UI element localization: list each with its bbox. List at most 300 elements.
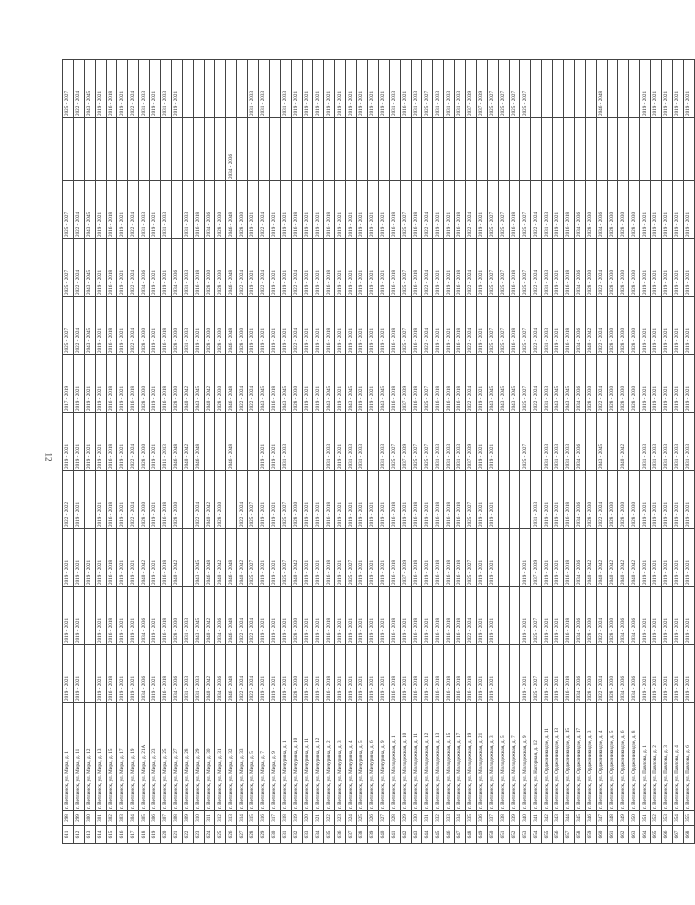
period-cell: [302, 413, 313, 471]
period-cell: 2022 - 2024: [128, 181, 139, 239]
table-row: [683, 60, 694, 844]
period-cell: 2019 - 2021: [302, 60, 313, 118]
period-cell: 2019 - 2021: [476, 181, 487, 239]
period-cell: 2019 - 2021: [640, 587, 651, 645]
period-cell: [291, 413, 302, 471]
house-number-cell: 298: [63, 811, 74, 826]
period-cell: 2025 - 2027: [498, 239, 509, 297]
period-cell: [444, 118, 455, 181]
period-cell: 2019 - 2021: [378, 181, 389, 239]
period-cell: 2031 - 2033: [531, 471, 542, 529]
period-cell: 2016 - 2018: [509, 239, 520, 297]
row-number-cell: 633: [302, 826, 313, 844]
period-cell: 2019 - 2021: [335, 181, 346, 239]
table-row: [487, 60, 498, 844]
period-cell: 2019 - 2021: [269, 529, 280, 587]
period-cell: 2019 - 2021: [683, 60, 694, 118]
period-cell: 2031 - 2033: [455, 413, 466, 471]
house-number-cell: 344: [563, 811, 574, 826]
period-cell: 2022 - 2024: [248, 355, 259, 413]
house-number-cell: 325: [357, 811, 368, 826]
period-cell: 2016 - 2018: [389, 645, 400, 703]
period-cell: 2022 - 2024: [596, 471, 607, 529]
period-cell: 2019 - 2021: [313, 60, 324, 118]
period-cell: 2019 - 2021: [640, 181, 651, 239]
period-cell: 2031 - 2033: [651, 413, 662, 471]
period-cell: [335, 118, 346, 181]
period-cell: 2016 - 2018: [324, 239, 335, 297]
house-number-cell: 304: [128, 811, 139, 826]
address-cell: г. Ветлинск, ул. Мичурина, д. 10: [291, 703, 302, 811]
row-number-cell: 661: [607, 826, 618, 844]
row-number-cell: 647: [455, 826, 466, 844]
row-number-cell: 654: [531, 826, 542, 844]
period-cell: 2019 - 2021: [95, 471, 106, 529]
period-cell: 2019 - 2021: [651, 239, 662, 297]
period-cell: 2016 - 2018: [433, 645, 444, 703]
period-cell: [193, 118, 204, 181]
period-cell: [498, 645, 509, 703]
period-cell: 2025 - 2027: [400, 297, 411, 355]
period-cell: 2043 - 2045: [487, 355, 498, 413]
period-cell: 2028 - 2030: [237, 181, 248, 239]
period-cell: 2022 - 2024: [128, 413, 139, 471]
table-row: [651, 60, 662, 844]
period-cell: 2019 - 2021: [335, 60, 346, 118]
period-cell: 2016 - 2018: [563, 587, 574, 645]
period-cell: 2028 - 2030: [139, 355, 150, 413]
period-cell: 2034 - 2036: [226, 118, 237, 181]
period-cell: 2031 - 2033: [139, 60, 150, 118]
house-number-cell: 302: [106, 811, 117, 826]
row-number-cell: 639: [367, 826, 378, 844]
period-cell: 2019 - 2021: [520, 587, 531, 645]
period-cell: 2046 - 2048: [596, 60, 607, 118]
period-cell: [607, 60, 618, 118]
house-number-cell: 340: [520, 811, 531, 826]
period-cell: [73, 118, 84, 181]
period-cell: 2034 - 2036: [574, 471, 585, 529]
period-cell: 2022 - 2024: [596, 645, 607, 703]
period-cell: 2019 - 2021: [542, 529, 553, 587]
period-cell: 2031 - 2033: [553, 413, 564, 471]
period-cell: 2025 - 2027: [487, 60, 498, 118]
period-cell: 2019 - 2021: [269, 471, 280, 529]
period-cell: 2019 - 2021: [367, 587, 378, 645]
period-cell: 2016 - 2018: [324, 529, 335, 587]
period-cell: 2019 - 2021: [378, 239, 389, 297]
table-row: [128, 60, 139, 844]
period-cell: 2019 - 2021: [313, 297, 324, 355]
house-number-cell: 305: [139, 811, 150, 826]
period-cell: 2019 - 2021: [335, 355, 346, 413]
period-cell: 2043 - 2045: [509, 355, 520, 413]
period-cell: 2046 - 2048: [226, 413, 237, 471]
period-cell: [182, 529, 193, 587]
address-cell: г. Ветлинск, ул. Молодежная, д. 19: [465, 703, 476, 811]
period-cell: 2034 - 2036: [618, 645, 629, 703]
period-cell: 2016 - 2018: [465, 645, 476, 703]
period-cell: 2019 - 2021: [651, 471, 662, 529]
period-cell: 2019 - 2021: [313, 529, 324, 587]
table-row: [618, 60, 629, 844]
period-cell: 2037 - 2039: [400, 355, 411, 413]
period-cell: 2019 - 2021: [117, 529, 128, 587]
period-cell: [596, 118, 607, 181]
address-cell: г. Ветлинск, ул. Мичурина, д. 1: [280, 703, 291, 811]
period-cell: 2031 - 2033: [248, 60, 259, 118]
period-cell: [389, 118, 400, 181]
address-cell: г. Ветлинск, ул. Мичурина, д. 4: [346, 703, 357, 811]
address-cell: г. Ветлинск, ул. Мичурина, д. 11: [302, 703, 313, 811]
page-number: 12: [43, 452, 54, 462]
period-cell: [542, 118, 553, 181]
period-cell: 2028 - 2030: [215, 239, 226, 297]
period-cell: 2019 - 2021: [433, 239, 444, 297]
period-cell: 2028 - 2030: [215, 355, 226, 413]
address-cell: г. Ветлинск, ул. Молодежная, д. 10: [400, 703, 411, 811]
period-cell: 2040 - 2042: [139, 529, 150, 587]
table-row: [585, 60, 596, 844]
table-row: [542, 60, 553, 844]
period-cell: [84, 471, 95, 529]
period-cell: 2031 - 2033: [563, 413, 574, 471]
row-number-cell: 626: [226, 826, 237, 844]
period-cell: 2019 - 2021: [661, 297, 672, 355]
table-row: [389, 60, 400, 844]
address-cell: г. Ветлинск, ул. Молодежная, д. 9: [520, 703, 531, 811]
house-number-cell: 321: [313, 811, 324, 826]
row-number-cell: 658: [574, 826, 585, 844]
row-number-cell: 651: [498, 826, 509, 844]
period-cell: 2028 - 2030: [215, 471, 226, 529]
row-number-cell: 665: [651, 826, 662, 844]
address-cell: г. Ветлинск, ул. Молодежная, д. 11: [411, 703, 422, 811]
period-cell: [607, 413, 618, 471]
period-cell: 2025 - 2027: [400, 181, 411, 239]
house-number-cell: 354: [672, 811, 683, 826]
period-cell: 2022 - 2024: [237, 239, 248, 297]
period-cell: 2022 - 2024: [259, 181, 270, 239]
period-cell: 2019 - 2021: [117, 471, 128, 529]
period-cell: [509, 413, 520, 471]
period-cell: 2016 - 2018: [389, 471, 400, 529]
period-cell: 2019 - 2021: [476, 587, 487, 645]
period-cell: 2019 - 2021: [661, 60, 672, 118]
period-cell: 2019 - 2021: [150, 239, 161, 297]
period-cell: 2019 - 2021: [269, 297, 280, 355]
address-cell: г. Ветлинск, ул. Мира, д. 33: [237, 703, 248, 811]
period-cell: 2016 - 2018: [106, 413, 117, 471]
row-number-cell: 632: [291, 826, 302, 844]
table-row: [237, 60, 248, 844]
period-cell: 2016 - 2018: [444, 529, 455, 587]
row-number-cell: 619: [150, 826, 161, 844]
row-number-cell: 646: [444, 826, 455, 844]
period-cell: [553, 60, 564, 118]
row-number-cell: 660: [596, 826, 607, 844]
period-cell: 2019 - 2021: [280, 297, 291, 355]
table-row: [531, 60, 542, 844]
period-cell: 2028 - 2030: [585, 239, 596, 297]
address-cell: г. Ветлинск, ул. Орджоникидзе, д. 6: [618, 703, 629, 811]
period-cell: [106, 118, 117, 181]
period-cell: 2019 - 2021: [128, 645, 139, 703]
house-number-cell: 336: [476, 811, 487, 826]
period-cell: 2031 - 2033: [672, 413, 683, 471]
period-cell: 2025 - 2027: [531, 645, 542, 703]
table-row: [367, 60, 378, 844]
period-cell: 2019 - 2021: [95, 529, 106, 587]
period-cell: [455, 118, 466, 181]
period-cell: 2016 - 2018: [444, 355, 455, 413]
period-cell: 2019 - 2021: [302, 239, 313, 297]
period-cell: 2025 - 2027: [422, 60, 433, 118]
period-cell: 2019 - 2021: [313, 181, 324, 239]
period-cell: [182, 471, 193, 529]
period-cell: 2019 - 2021: [346, 181, 357, 239]
address-cell: г. Ветлинск, ул. Павлова, д. 2: [651, 703, 662, 811]
period-cell: 2019 - 2021: [259, 471, 270, 529]
period-cell: [531, 60, 542, 118]
period-cell: 2043 - 2045: [280, 355, 291, 413]
period-cell: 2040 - 2042: [629, 529, 640, 587]
period-cell: 2034 - 2036: [596, 181, 607, 239]
period-cell: [291, 118, 302, 181]
period-cell: 2043 - 2045: [84, 297, 95, 355]
period-cell: 2019 - 2021: [357, 471, 368, 529]
period-cell: 2022 - 2024: [531, 181, 542, 239]
period-cell: 2019 - 2021: [335, 645, 346, 703]
table-row: [204, 60, 215, 844]
row-number-cell: 618: [139, 826, 150, 844]
period-cell: 2019 - 2021: [280, 587, 291, 645]
table-row: [193, 60, 204, 844]
period-cell: 2022 - 2022: [63, 471, 74, 529]
period-cell: 2016 - 2018: [444, 645, 455, 703]
period-cell: 2019 - 2021: [73, 645, 84, 703]
period-cell: 2025 - 2027: [498, 297, 509, 355]
period-cell: 2019 - 2021: [422, 645, 433, 703]
period-cell: 2016 - 2018: [106, 297, 117, 355]
period-cell: 2022 - 2024: [237, 355, 248, 413]
period-cell: [651, 118, 662, 181]
period-cell: 2031 - 2033: [542, 181, 553, 239]
period-cell: 2016 - 2018: [563, 529, 574, 587]
address-cell: г. Ветлинск, ул. Мира, д. 30: [204, 703, 215, 811]
table-row: [106, 60, 117, 844]
period-cell: 2016 - 2018: [563, 645, 574, 703]
period-cell: 2019 - 2021: [302, 587, 313, 645]
table-row: [171, 60, 182, 844]
period-cell: 2019 - 2021: [661, 239, 672, 297]
period-cell: 2034 - 2036: [574, 297, 585, 355]
period-cell: 2022 - 2024: [128, 60, 139, 118]
row-number-cell: 630: [269, 826, 280, 844]
address-cell: г. Ветлинск, ул. Мира, д. 21А: [139, 703, 150, 811]
address-cell: г. Ветлинск, ул. Мира, д. 5: [248, 703, 259, 811]
period-cell: 2019 - 2021: [661, 645, 672, 703]
period-cell: [215, 118, 226, 181]
period-cell: 2028 - 2030: [585, 587, 596, 645]
period-cell: 2022 - 2024: [531, 239, 542, 297]
period-cell: 2040 - 2042: [215, 529, 226, 587]
period-cell: 2028 - 2030: [585, 645, 596, 703]
period-cell: 2019 - 2021: [422, 529, 433, 587]
period-cell: [509, 471, 520, 529]
house-number-cell: 300: [84, 811, 95, 826]
row-number-cell: 640: [378, 826, 389, 844]
period-cell: 2019 - 2021: [476, 529, 487, 587]
period-cell: 2019 - 2021: [302, 355, 313, 413]
period-cell: 2016 - 2018: [106, 587, 117, 645]
period-cell: [683, 118, 694, 181]
period-cell: [498, 471, 509, 529]
period-cell: 2016 - 2018: [389, 181, 400, 239]
period-cell: 2034 - 2036: [139, 587, 150, 645]
period-cell: 2019 - 2021: [422, 587, 433, 645]
period-cell: 2019 - 2021: [661, 355, 672, 413]
period-cell: 2019 - 2021: [313, 471, 324, 529]
period-cell: 2019 - 2021: [672, 471, 683, 529]
period-cell: 2019 - 2021: [269, 587, 280, 645]
period-cell: 2019 - 2021: [651, 529, 662, 587]
period-cell: 2022 - 2024: [237, 587, 248, 645]
period-cell: 2031 - 2033: [542, 297, 553, 355]
address-cell: г. Ветлинск, ул. Мира, д. 29: [193, 703, 204, 811]
house-number-cell: 349: [618, 811, 629, 826]
address-cell: г. Ветлинск, ул. Мира, д. 11: [73, 703, 84, 811]
house-number-cell: 316: [259, 811, 270, 826]
period-cell: 2019 - 2021: [171, 60, 182, 118]
period-cell: 2040 - 2042: [204, 645, 215, 703]
period-cell: 2034 - 2036: [574, 181, 585, 239]
period-cell: 2037 - 2039: [400, 413, 411, 471]
table-row: [117, 60, 128, 844]
period-cell: 2019 - 2021: [63, 587, 74, 645]
period-cell: [509, 587, 520, 645]
rotated-table-container: [62, 60, 692, 844]
period-cell: 2028 - 2030: [291, 471, 302, 529]
period-cell: 2016 - 2018: [128, 355, 139, 413]
row-number-cell: 645: [433, 826, 444, 844]
period-cell: 2019 - 2021: [117, 60, 128, 118]
table-row: [444, 60, 455, 844]
period-cell: [509, 118, 520, 181]
house-number-cell: 350: [629, 811, 640, 826]
period-cell: 2040 - 2042: [237, 529, 248, 587]
period-cell: 2019 - 2021: [150, 355, 161, 413]
period-cell: 2028 - 2030: [215, 297, 226, 355]
period-cell: [531, 413, 542, 471]
table-row: [291, 60, 302, 844]
period-cell: 2019 - 2021: [357, 60, 368, 118]
period-cell: 2019 - 2021: [400, 645, 411, 703]
period-cell: 2025 - 2027: [63, 181, 74, 239]
address-cell: г. Ветлинск, ул. Мичурина, д. 3: [335, 703, 346, 811]
period-cell: 2016 - 2018: [389, 355, 400, 413]
period-cell: 2019 - 2021: [335, 529, 346, 587]
house-number-cell: 351: [640, 811, 651, 826]
period-cell: 2028 - 2030: [607, 355, 618, 413]
house-number-cell: 335: [465, 811, 476, 826]
period-cell: 2016 - 2018: [193, 239, 204, 297]
table-row: [357, 60, 368, 844]
period-cell: 2019 - 2021: [378, 587, 389, 645]
period-cell: 2025 - 2027: [531, 587, 542, 645]
period-cell: 2028 - 2030: [585, 181, 596, 239]
period-cell: 2019 - 2021: [357, 587, 368, 645]
period-cell: [574, 118, 585, 181]
period-cell: 2022 - 2024: [596, 587, 607, 645]
row-number-cell: 649: [476, 826, 487, 844]
period-cell: 2016 - 2018: [324, 587, 335, 645]
period-cell: 2019 - 2021: [433, 181, 444, 239]
period-cell: 2022 - 2024: [291, 297, 302, 355]
row-number-cell: 659: [585, 826, 596, 844]
period-cell: [607, 118, 618, 181]
period-cell: 2019 - 2021: [302, 471, 313, 529]
house-number-cell: 315: [248, 811, 259, 826]
house-number-cell: 322: [324, 811, 335, 826]
period-cell: 2043 - 2045: [324, 355, 335, 413]
period-cell: 2019 - 2021: [487, 645, 498, 703]
period-cell: 2019 - 2021: [193, 297, 204, 355]
period-cell: 2016 - 2018: [389, 529, 400, 587]
period-cell: 2019 - 2021: [346, 471, 357, 529]
period-cell: [302, 118, 313, 181]
period-cell: 2037 - 2039: [531, 529, 542, 587]
period-cell: 2043 - 2045: [346, 355, 357, 413]
period-cell: 2031 - 2033: [139, 181, 150, 239]
period-cell: 2019 - 2021: [683, 355, 694, 413]
period-cell: 2019 - 2021: [553, 181, 564, 239]
period-cell: 2019 - 2021: [444, 297, 455, 355]
period-cell: 2034 - 2036: [629, 645, 640, 703]
period-cell: 2019 - 2021: [84, 529, 95, 587]
period-cell: 2019 - 2021: [357, 239, 368, 297]
row-number-cell: 643: [411, 826, 422, 844]
period-cell: 2019 - 2021: [444, 239, 455, 297]
period-cell: 2019 - 2021: [63, 413, 74, 471]
table-row: [640, 60, 651, 844]
period-cell: 2028 - 2030: [629, 181, 640, 239]
table-row: [346, 60, 357, 844]
period-cell: 2031 - 2033: [193, 645, 204, 703]
period-cell: 2019 - 2021: [73, 471, 84, 529]
address-cell: г. Ветлинск, ул. Мира, д. 28: [182, 703, 193, 811]
period-cell: 2043 - 2045: [378, 355, 389, 413]
period-cell: [215, 413, 226, 471]
period-cell: 2019 - 2021: [400, 587, 411, 645]
period-cell: 2043 - 2045: [84, 60, 95, 118]
period-cell: [520, 118, 531, 181]
row-number-cell: 662: [618, 826, 629, 844]
period-cell: 2019 - 2021: [553, 471, 564, 529]
period-cell: 2019 - 2021: [683, 297, 694, 355]
address-cell: г. Ветлинск, ул. Павлова, д. 3: [661, 703, 672, 811]
period-cell: 2025 - 2027: [280, 471, 291, 529]
row-number-cell: 611: [63, 826, 74, 844]
period-cell: [585, 118, 596, 181]
table-row: [215, 60, 226, 844]
row-number-cell: 642: [400, 826, 411, 844]
house-number-cell: 353: [661, 811, 672, 826]
address-cell: г. Ветлинск, ул. Мичурина, д. 9: [378, 703, 389, 811]
period-cell: [346, 118, 357, 181]
period-cell: 2019 - 2021: [313, 645, 324, 703]
table-row: [672, 60, 683, 844]
